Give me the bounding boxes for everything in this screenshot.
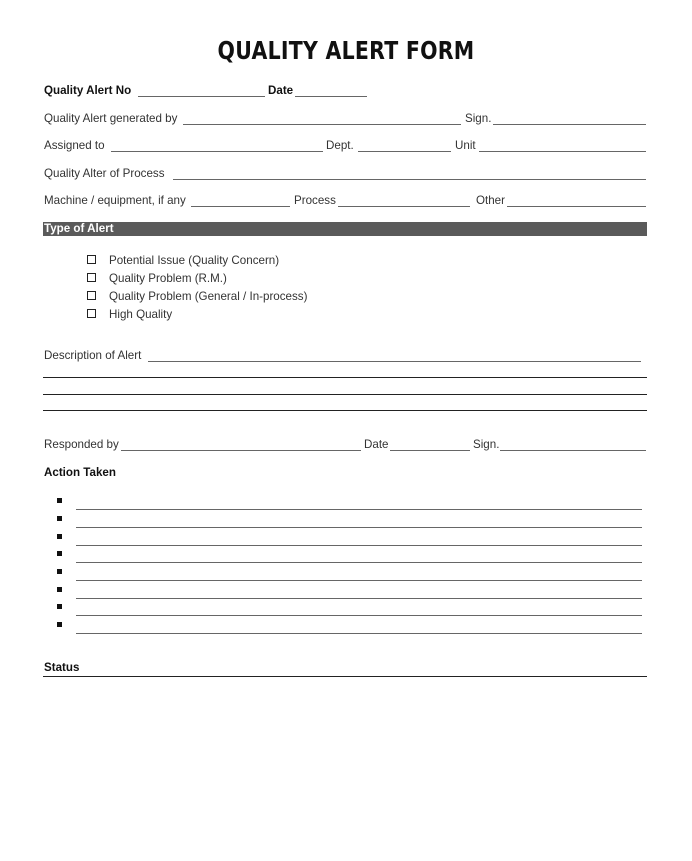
action-line[interactable] — [76, 615, 642, 616]
description-line[interactable] — [43, 377, 647, 378]
process-label: Process — [294, 194, 336, 207]
responded-date-field[interactable] — [390, 450, 470, 451]
quality-problem-rm-label: Quality Problem (R.M.) — [109, 272, 227, 285]
sign-field[interactable] — [493, 124, 646, 125]
bullet-icon — [57, 587, 62, 592]
date-field[interactable] — [295, 96, 367, 97]
action-line[interactable] — [76, 509, 642, 510]
responded-by-label: Responded by — [44, 438, 119, 451]
generated-by-label: Quality Alert generated by — [44, 112, 178, 125]
status-label: Status — [44, 661, 80, 674]
quality-problem-rm-checkbox[interactable] — [87, 273, 96, 282]
unit-field[interactable] — [479, 151, 646, 152]
bullet-icon — [57, 551, 62, 556]
type-of-alert-header — [43, 222, 647, 236]
responded-date-label: Date — [364, 438, 389, 451]
bullet-icon — [57, 604, 62, 609]
action-line[interactable] — [76, 580, 642, 581]
high-quality-label: High Quality — [109, 308, 173, 321]
other-label: Other — [476, 194, 505, 207]
action-line[interactable] — [76, 527, 642, 528]
machine-field[interactable] — [191, 206, 290, 207]
assigned-to-label: Assigned to — [44, 139, 105, 152]
alter-process-field[interactable] — [173, 179, 646, 180]
sign-label: Sign. — [465, 112, 492, 125]
action-taken-label: Action Taken — [44, 466, 116, 479]
high-quality-checkbox[interactable] — [87, 309, 96, 318]
alter-process-label: Quality Alter of Process — [44, 167, 165, 180]
process-field[interactable] — [338, 206, 470, 207]
alert-no-label: Quality Alert No — [44, 84, 132, 97]
responded-sign-label: Sign. — [473, 438, 500, 451]
date-label: Date — [268, 84, 294, 97]
machine-label: Machine / equipment, if any — [44, 194, 186, 207]
quality-problem-general-checkbox[interactable] — [87, 291, 96, 300]
generated-by-field[interactable] — [183, 124, 461, 125]
potential-issue-checkbox[interactable] — [87, 255, 96, 264]
action-line[interactable] — [76, 545, 642, 546]
description-line[interactable] — [43, 394, 647, 395]
status-line[interactable] — [43, 676, 647, 677]
description-label: Description of Alert — [44, 349, 142, 362]
assigned-to-field[interactable] — [111, 151, 323, 152]
unit-label: Unit — [455, 139, 476, 152]
bullet-icon — [57, 569, 62, 574]
action-line[interactable] — [76, 633, 642, 634]
responded-by-field[interactable] — [121, 450, 361, 451]
quality-problem-general-label: Quality Problem (General / In-process) — [109, 290, 308, 303]
action-line[interactable] — [76, 562, 642, 563]
other-field[interactable] — [507, 206, 646, 207]
type-of-alert-label: Type of Alert — [44, 222, 114, 235]
alert-no-field[interactable] — [138, 96, 265, 97]
action-line[interactable] — [76, 598, 642, 599]
bullet-icon — [57, 534, 62, 539]
bullet-icon — [57, 498, 62, 503]
bullet-icon — [57, 516, 62, 521]
bullet-icon — [57, 622, 62, 627]
responded-sign-field[interactable] — [500, 450, 646, 451]
description-field[interactable] — [148, 361, 641, 362]
dept-field[interactable] — [358, 151, 451, 152]
dept-label: Dept. — [326, 139, 354, 152]
potential-issue-label: Potential Issue (Quality Concern) — [109, 254, 280, 267]
description-line[interactable] — [43, 410, 647, 411]
form-title: QUALITY ALERT FORM — [217, 36, 475, 65]
